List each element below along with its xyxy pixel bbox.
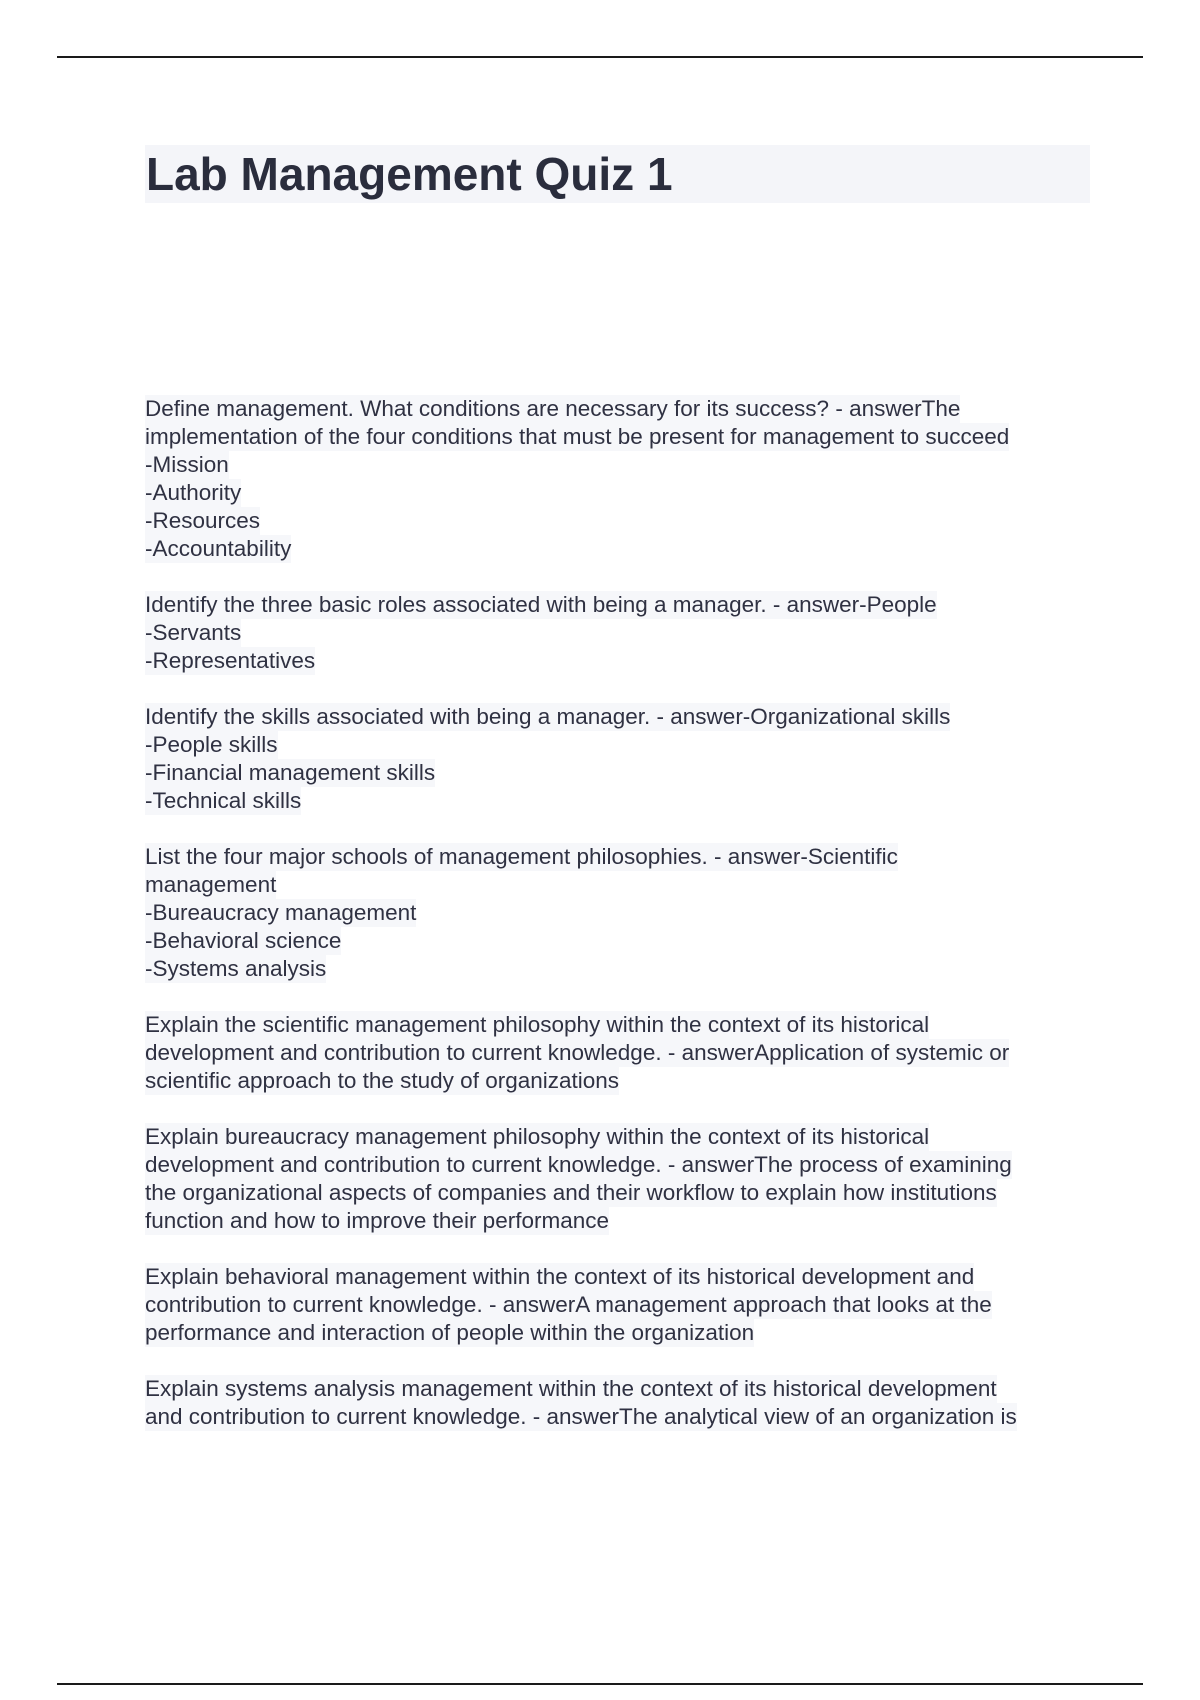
answer-line: -Resources <box>145 508 261 533</box>
qa-list <box>145 395 1095 1459</box>
question-line: Define management. What conditions are necessary for its success? - answerThe <box>145 396 961 421</box>
question-line: Identify the three basic roles associated with being a manager. - answer-People <box>145 592 937 617</box>
question-line: Explain systems analysis management within the context of its historical development <box>145 1376 997 1401</box>
answer-line: performance and interaction of people within the organization <box>145 1320 755 1345</box>
answer-line: -Mission <box>145 452 229 477</box>
question-line: Identify the skills associated with being a manager. - answer-Organizational skills <box>145 704 951 729</box>
qa-item <box>145 843 1095 983</box>
qa-item <box>145 1375 1095 1431</box>
answer-line: -Bureaucracy management <box>145 900 417 925</box>
answer-line: contribution to current knowledge. - answerA management approach that looks at the <box>145 1292 992 1317</box>
qa-item <box>145 395 1095 563</box>
answer-line: -Behavioral science <box>145 928 342 953</box>
answer-line: -Accountability <box>145 536 292 561</box>
answer-line: scientific approach to the study of organizations <box>145 1068 620 1093</box>
answer-line: and contribution to current knowledge. - answerThe analytical view of an organization is <box>145 1404 1017 1429</box>
qa-item <box>145 1123 1095 1235</box>
answer-line: function and how to improve their performance <box>145 1208 609 1233</box>
page-title: Lab Management Quiz 1 <box>146 148 673 200</box>
answer-line: development and contribution to current knowledge. - answerApplication of systemic or <box>145 1040 1010 1065</box>
answer-line: -Technical skills <box>145 788 302 813</box>
qa-item <box>145 1011 1095 1095</box>
answer-line: -Servants <box>145 620 242 645</box>
top-divider <box>57 56 1143 58</box>
qa-item <box>145 703 1095 815</box>
qa-item <box>145 1263 1095 1347</box>
answer-line: -Financial management skills <box>145 760 436 785</box>
answer-line: development and contribution to current knowledge. - answerThe process of examining <box>145 1152 1012 1177</box>
answer-line: -People skills <box>145 732 278 757</box>
question-line: Explain bureaucracy management philosophy within the context of its historical <box>145 1124 930 1149</box>
bottom-divider <box>57 1683 1143 1685</box>
question-line: List the four major schools of management philosophies. - answer-Scientific <box>145 844 898 869</box>
answer-line: -Representatives <box>145 648 316 673</box>
answer-line: -Authority <box>145 480 242 505</box>
answer-line: implementation of the four conditions that must be present for management to succeed <box>145 424 1010 449</box>
question-line: Explain the scientific management philosophy within the context of its historical <box>145 1012 930 1037</box>
qa-item <box>145 591 1095 675</box>
answer-line: management <box>145 872 277 897</box>
answer-line: -Systems analysis <box>145 956 327 981</box>
answer-line: the organizational aspects of companies and their workflow to explain how institutions <box>145 1180 997 1205</box>
question-line: Explain behavioral management within the context of its historical development and <box>145 1264 975 1289</box>
